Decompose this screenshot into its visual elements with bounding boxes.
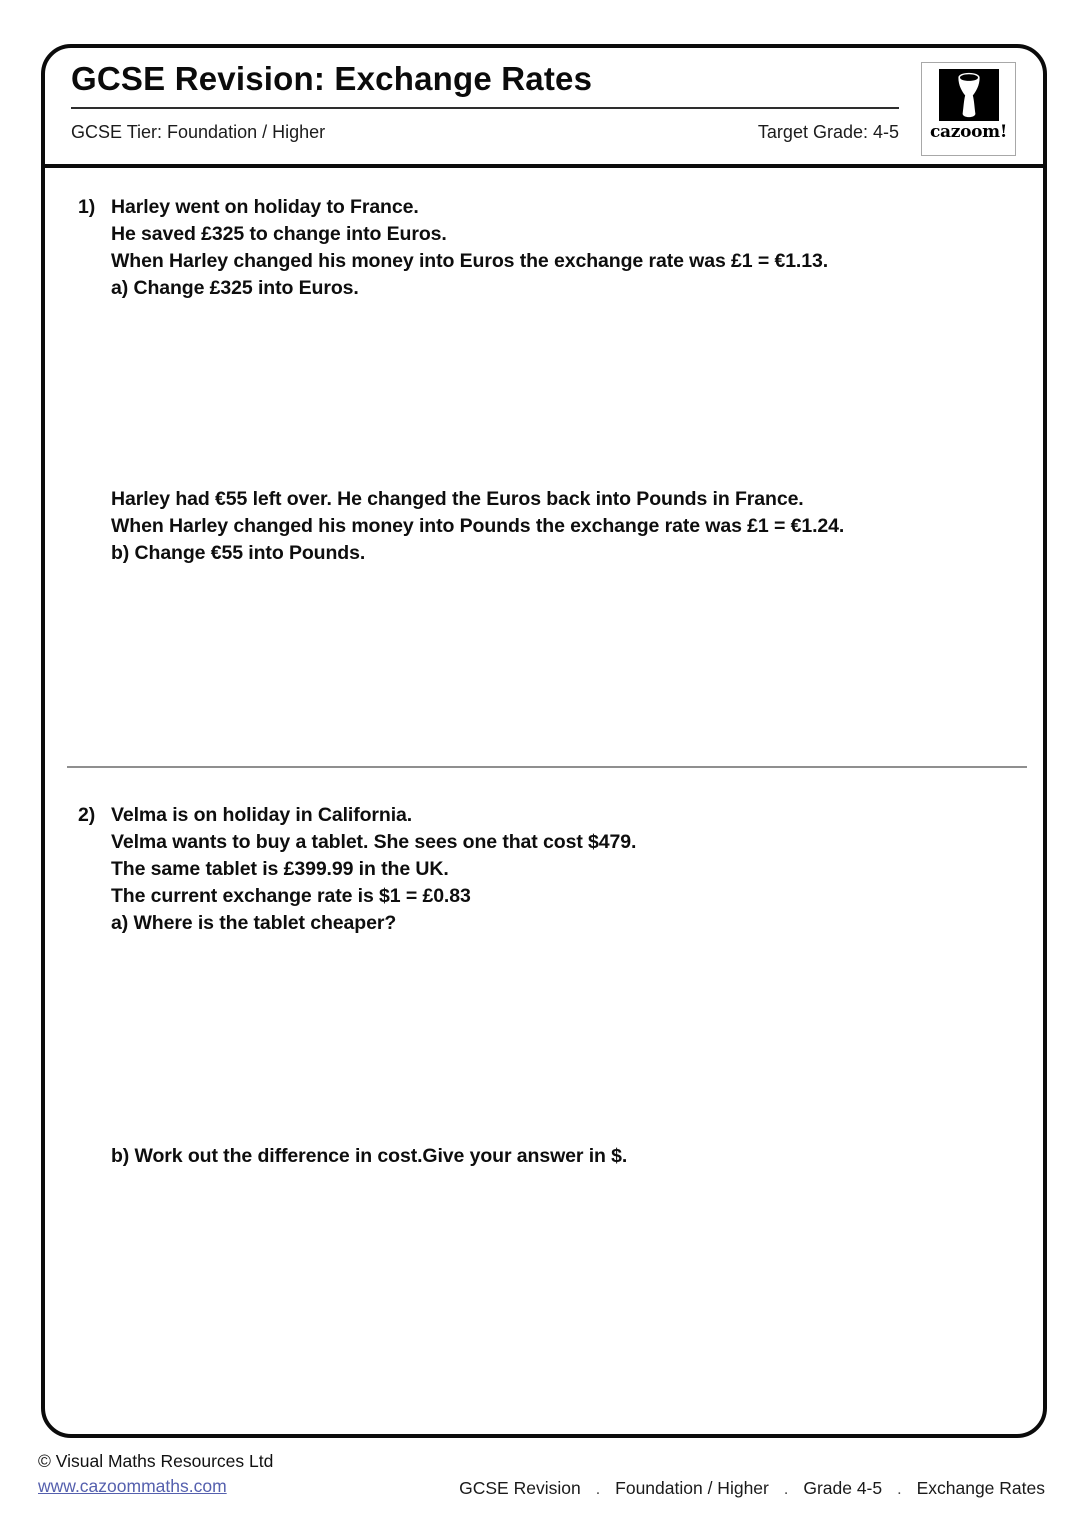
question-number: 2) — [78, 804, 96, 826]
page-title: GCSE Revision: Exchange Rates — [71, 60, 593, 97]
question-line: Velma wants to buy a tablet. She sees one that cost $479. — [111, 831, 637, 853]
copyright-text: © Visual Maths Resources Ltd — [38, 1451, 274, 1471]
question-1-part-b — [111, 486, 1019, 567]
question-line: b) Work out the difference in cost.Give your answer in $. — [111, 1145, 628, 1167]
question-line: b) Change €55 into Pounds. — [111, 542, 366, 564]
title-divider — [71, 107, 899, 109]
worksheet-frame — [41, 44, 1047, 1438]
question-line: The current exchange rate is $1 = £0.83 — [111, 885, 471, 907]
worksheet-body — [45, 168, 1043, 1170]
breadcrumb-separator: . — [783, 1481, 789, 1498]
question-line: Harley had €55 left over. He changed the Euros back into Pounds in France. — [111, 488, 804, 510]
footer-breadcrumb — [459, 1478, 1045, 1499]
cazoommaths-link[interactable]: www.cazoommaths.com — [38, 1476, 227, 1496]
question-text — [111, 802, 1019, 937]
question-1 — [78, 194, 1019, 302]
question-line: a) Where is the tablet cheaper? — [111, 912, 397, 934]
breadcrumb-item: GCSE Revision — [459, 1478, 581, 1498]
breadcrumb-item: Foundation / Higher — [615, 1478, 769, 1498]
target-grade-label: Target Grade: 4-5 — [757, 122, 899, 142]
question-line: The same tablet is £399.99 in the UK. — [111, 858, 449, 880]
worksheet-header — [45, 48, 1043, 168]
question-line: When Harley changed his money into Pounds the exchange rate was £1 = €1.24. — [111, 515, 845, 537]
question-divider — [67, 766, 1027, 768]
question-line: When Harley changed his money into Euros the exchange rate was £1 = €1.13. — [111, 250, 829, 272]
question-text — [111, 194, 1019, 302]
cazoom-logo — [921, 62, 1016, 156]
footer-left — [38, 1449, 273, 1499]
question-2 — [78, 802, 1019, 937]
question-line: Velma is on holiday in California. — [111, 804, 413, 826]
question-line: He saved £325 to change into Euros. — [111, 223, 447, 245]
header-meta-row — [71, 122, 899, 143]
breadcrumb-separator: . — [897, 1481, 902, 1498]
logo-wordmark: cazoom! — [929, 122, 1008, 142]
drum-icon — [939, 69, 999, 121]
question-line: a) Change £325 into Euros. — [111, 277, 359, 299]
tier-label: GCSE Tier: Foundation / Higher — [71, 122, 326, 142]
question-number: 1) — [78, 196, 96, 218]
breadcrumb-item: Grade 4-5 — [803, 1478, 883, 1498]
question-line: Harley went on holiday to France. — [111, 196, 419, 218]
breadcrumb-separator: . — [595, 1481, 601, 1498]
breadcrumb-item: Exchange Rates — [916, 1478, 1045, 1498]
question-2-part-b — [111, 1143, 1019, 1170]
